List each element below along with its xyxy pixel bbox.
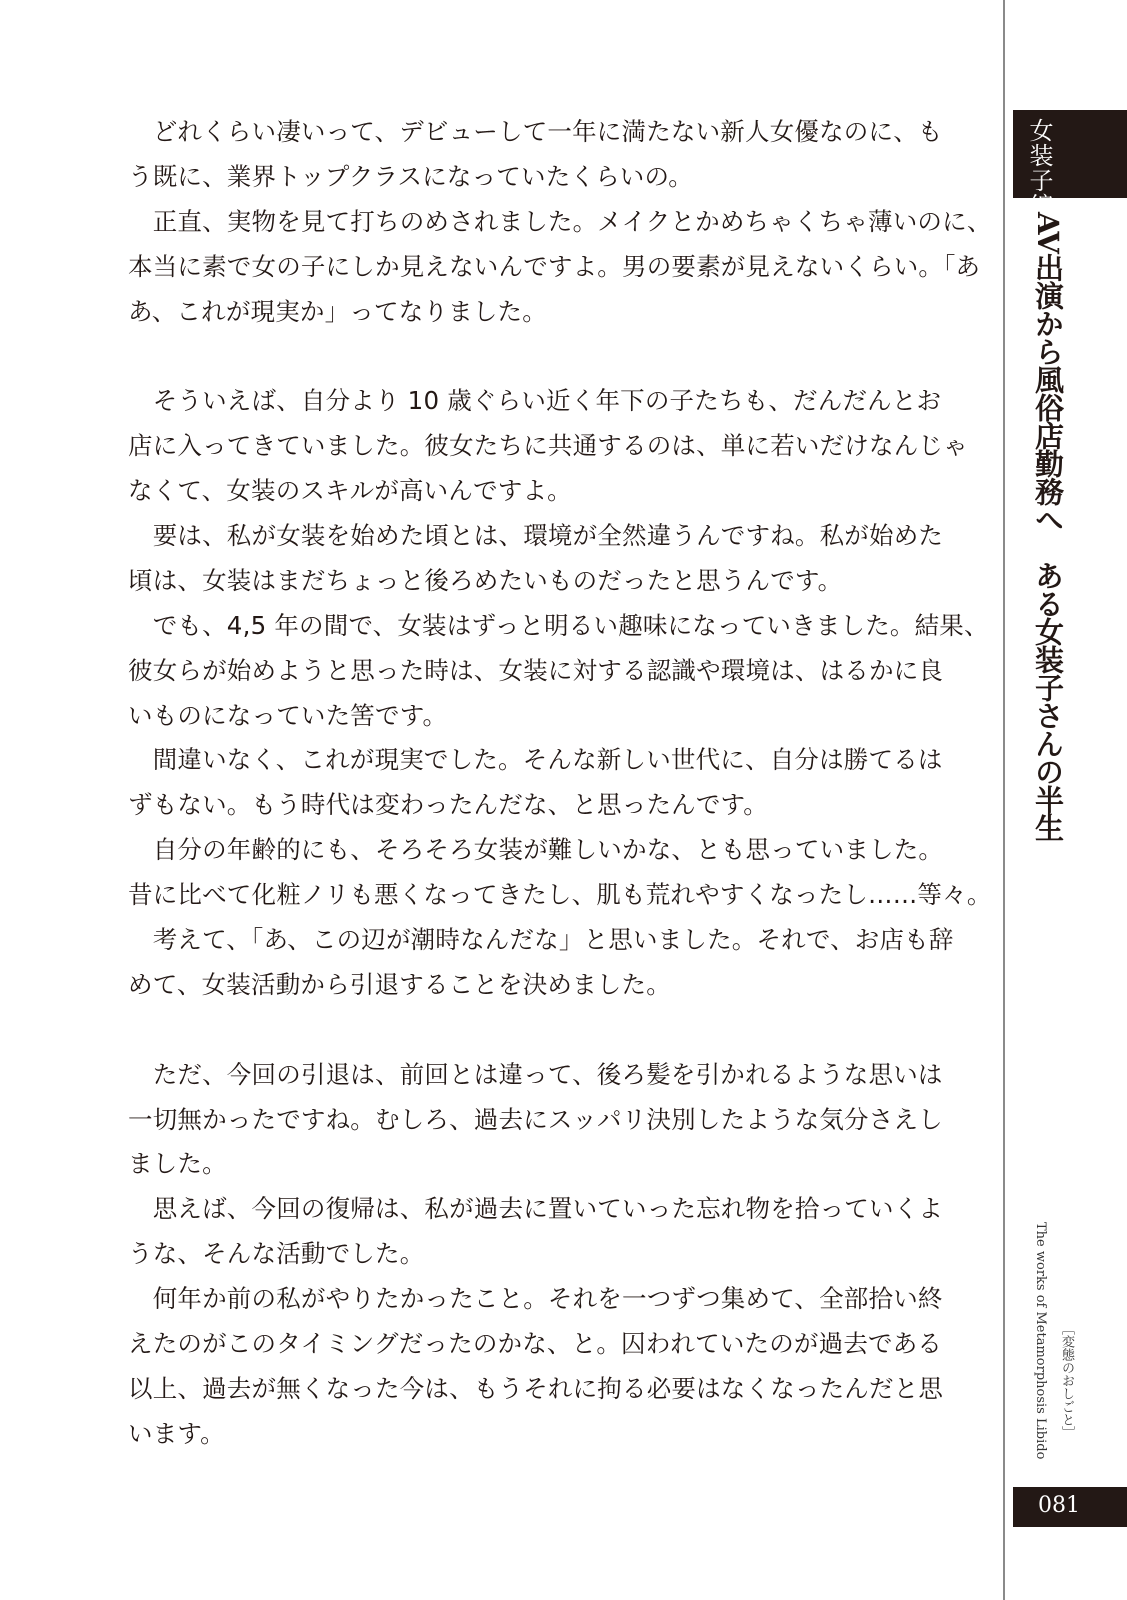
chapter-label: 女装子編 [1025,118,1053,218]
text-line: 思えば、今回の復帰は、私が過去に置いていった忘れ物を拾っていくよ [128,1194,944,1224]
series-title-jp: ［変態のおしごと］ [1059,1322,1074,1439]
text-line: 何年か前の私がやりたかったこと。それを一つずつ集めて、全部拾い終 [128,1284,943,1314]
text-line: 店に入ってきていました。彼女たちに共通するのは、単に若いだけなんじゃ [128,431,968,461]
text-line: なくて、女装のスキルが高いんですよ。 [128,476,572,506]
text-line: でも、4,5 年の間で、女装はずっと明るい趣味になっていきました。結果、 [128,610,989,640]
text-line: えたのがこのタイミングだったのかな、と。囚われていたのが過去である [128,1329,943,1359]
text-line: 自分の年齢的にも、そろそろ女装が難しいかな、とも思っていました。 [128,835,944,865]
text-line: います。 [128,1418,225,1448]
text-line: う既に、業界トップクラスになっていたくらいの。 [128,161,693,191]
text-line: どれくらい凄いって、デビューして一年に満たない新人女優なのに、も [128,117,943,146]
text-line: 要は、私が女装を始めた頃とは、環境が全然違うんですね。私が始めた [128,521,944,551]
text-line: そういえば、自分より 10 歳ぐらい近く年下の子たちも、だんだんとお [128,386,942,416]
margin-rule [1003,0,1005,1600]
text-line: 以上、過去が無くなった今は、もうそれに拘る必要はなくなったんだと思 [128,1373,944,1403]
text-line: あ、これが現実か」ってなりました。 [128,296,547,326]
text-line: 正直、実物を見て打ちのめされました。メイクとかめちゃくちゃ薄いのに、 [128,206,992,236]
text-line: 彼女らが始めようと思った時は、女装に対する認識や環境は、はるかに良 [128,655,944,685]
running-title: AV出演から風俗店勤務へ ある女装子さんの半生 [1031,212,1065,841]
page-number: 081 [1038,1493,1080,1518]
text-line: めて、女装活動から引退することを決めました。 [128,969,671,999]
body-text [128,110,992,1457]
text-line: 本当に素で女の子にしか見えないんですよ。男の要素が見えないくらい。「あ [128,251,981,281]
text-line: 間違いなく、これが現実でした。そんな新しい世代に、自分は勝てるは [128,745,943,775]
text-line: いものになっていた筈です。 [128,700,448,730]
series-title-en: The works of Metamorphosis Libido [1033,1222,1048,1460]
text-line: うな、そんな活動でした。 [128,1239,425,1269]
text-line: 一切無かったですね。むしろ、過去にスッパリ決別したような気分さえし [128,1104,943,1134]
text-line: ずもない。もう時代は変わったんだな、と思ったんです。 [128,790,768,820]
text-line: 考えて、「あ、この辺が潮時なんだな」と思いました。それで、お店も辞 [128,925,954,955]
blank-line [128,334,988,379]
blank-line [128,1008,988,1053]
text-line: 昔に比べて化粧ノリも悪くなってきたし、肌も荒れやすくなったし……等々。 [128,880,992,910]
text-line: ただ、今回の引退は、前回とは違って、後ろ髪を引かれるような思いは [128,1059,943,1089]
text-line: 頃は、女装はまだちょっと後ろめたいものだったと思うんです。 [128,565,843,595]
text-line: ました。 [128,1149,227,1179]
